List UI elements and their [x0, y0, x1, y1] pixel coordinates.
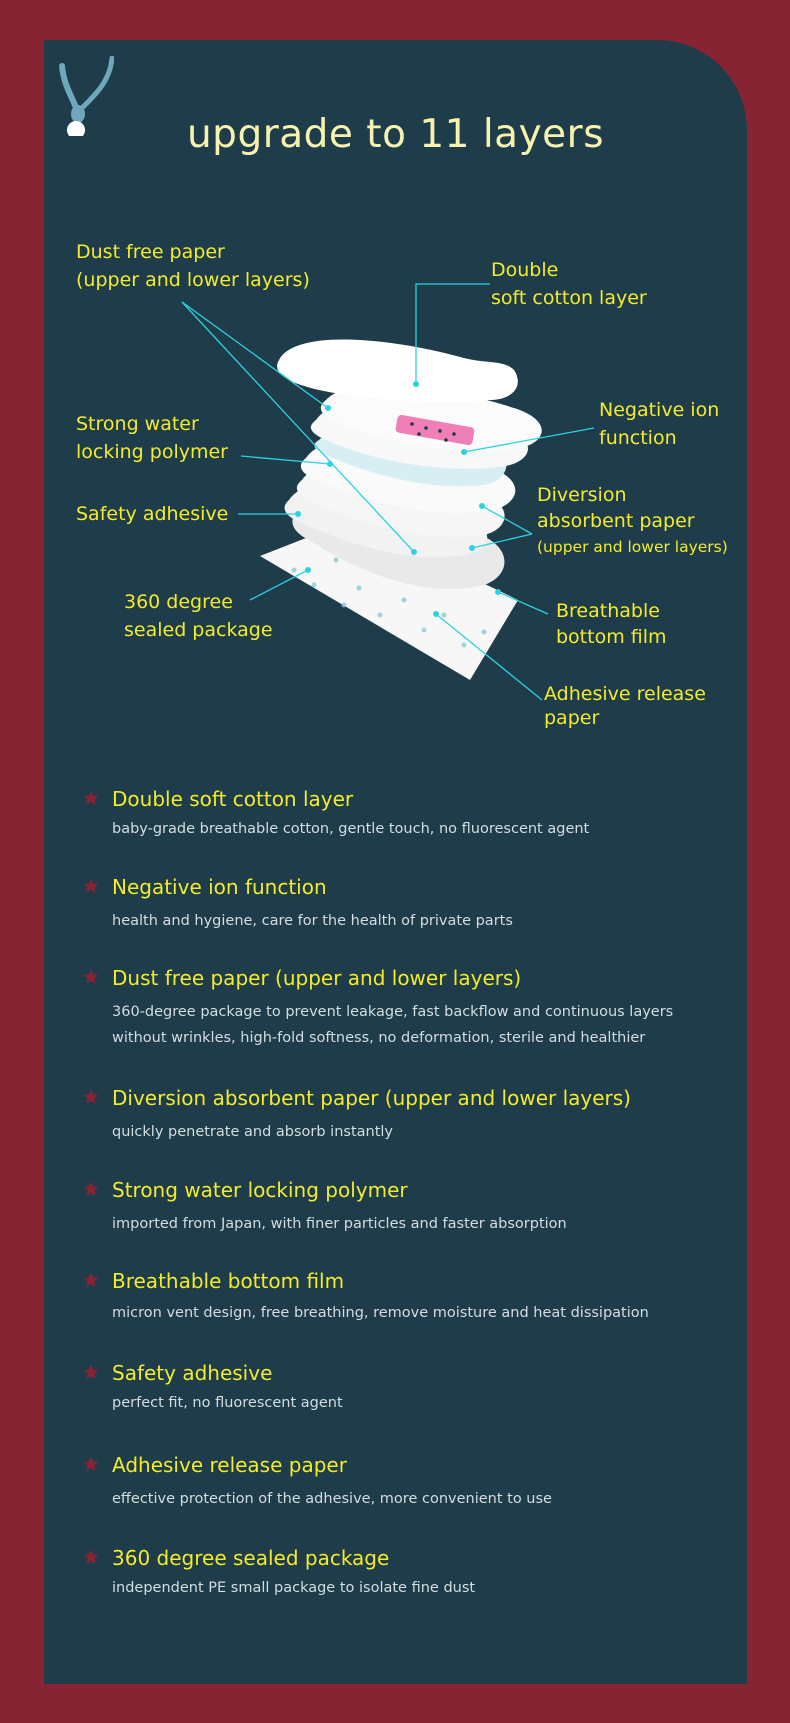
feature-desc-line: health and hygiene, care for the health of private parts: [112, 913, 513, 929]
callout-double-line2: soft cotton layer: [491, 287, 647, 309]
callout-breathable-line1: Breathable: [556, 600, 660, 622]
callout-double-cotton: [491, 256, 647, 312]
callout-dust-free-line1: Dust free paper: [76, 241, 225, 263]
feature-title: Double soft cotton layer: [112, 787, 354, 811]
callout-breathable-film: [556, 598, 667, 650]
star-icon: [82, 789, 100, 807]
callout-safety-adhesive: [76, 500, 228, 528]
feature-title: Strong water locking polymer: [112, 1178, 408, 1202]
callout-strong-water: [76, 410, 228, 466]
callout-dust-free: [76, 238, 310, 294]
callout-strong-line2: locking polymer: [76, 441, 228, 463]
callout-release-line2: paper: [544, 707, 600, 729]
callout-diversion-line3: (upper and lower layers): [537, 538, 728, 556]
feature-title: Safety adhesive: [112, 1361, 273, 1385]
feature-desc-line: micron vent design, free breathing, remove moisture and heat dissipation: [112, 1305, 649, 1321]
feature-desc-line: imported from Japan, with finer particles and faster absorption: [112, 1216, 567, 1232]
callout-sealed-package: [124, 588, 273, 644]
star-icon: [82, 968, 100, 986]
star-icon: [82, 877, 100, 895]
feature-title: Breathable bottom film: [112, 1269, 345, 1293]
feature-desc-line: effective protection of the adhesive, more convenient to use: [112, 1491, 552, 1507]
page-title: upgrade to 11 layers: [186, 112, 605, 157]
feature-title: 360 degree sealed package: [112, 1546, 390, 1570]
callout-strong-line1: Strong water: [76, 413, 199, 435]
star-icon: [82, 1088, 100, 1106]
callout-safety-line1: Safety adhesive: [76, 503, 229, 525]
feature-desc-line: perfect fit, no fluorescent agent: [112, 1395, 343, 1411]
feature-desc-line: 360-degree package to prevent leakage, fast backflow and continuous layers: [112, 1004, 674, 1020]
callout-sealed-line1: 360 degree: [124, 591, 233, 613]
callout-diversion: [537, 482, 728, 560]
star-icon: [82, 1271, 100, 1289]
feature-desc-line: quickly penetrate and absorb instantly: [112, 1124, 394, 1140]
star-icon: [82, 1363, 100, 1381]
callout-diversion-line2: absorbent paper: [537, 510, 695, 532]
star-icon: [82, 1548, 100, 1566]
callout-release-paper: [544, 682, 706, 730]
callout-negative-line1: Negative ion: [599, 399, 720, 421]
callout-dust-free-line2: (upper and lower layers): [76, 269, 310, 291]
feature-desc-line: baby-grade breathable cotton, gentle touch, no fluorescent agent: [112, 821, 590, 837]
callout-diversion-line1: Diversion: [537, 484, 627, 506]
content-panel: [44, 40, 747, 1684]
star-icon: [82, 1455, 100, 1473]
feature-title: Diversion absorbent paper (upper and lower layers): [112, 1086, 631, 1110]
feature-desc-line: independent PE small package to isolate fine dust: [112, 1580, 476, 1596]
callout-sealed-line2: sealed package: [124, 619, 273, 641]
feature-title: Adhesive release paper: [112, 1453, 347, 1477]
callout-release-line1: Adhesive release: [544, 683, 706, 705]
callout-negative-ion: [599, 396, 719, 452]
cotton-layer: [277, 339, 518, 401]
callout-double-line1: Double: [491, 259, 559, 281]
feature-desc-line: without wrinkles, high-fold softness, no deformation, sterile and healthier: [112, 1030, 646, 1046]
star-icon: [82, 1180, 100, 1198]
callout-breathable-line2: bottom film: [556, 626, 667, 648]
feature-title: Negative ion function: [112, 875, 327, 899]
feature-title: Dust free paper (upper and lower layers): [112, 966, 522, 990]
callout-negative-line2: function: [599, 427, 677, 449]
